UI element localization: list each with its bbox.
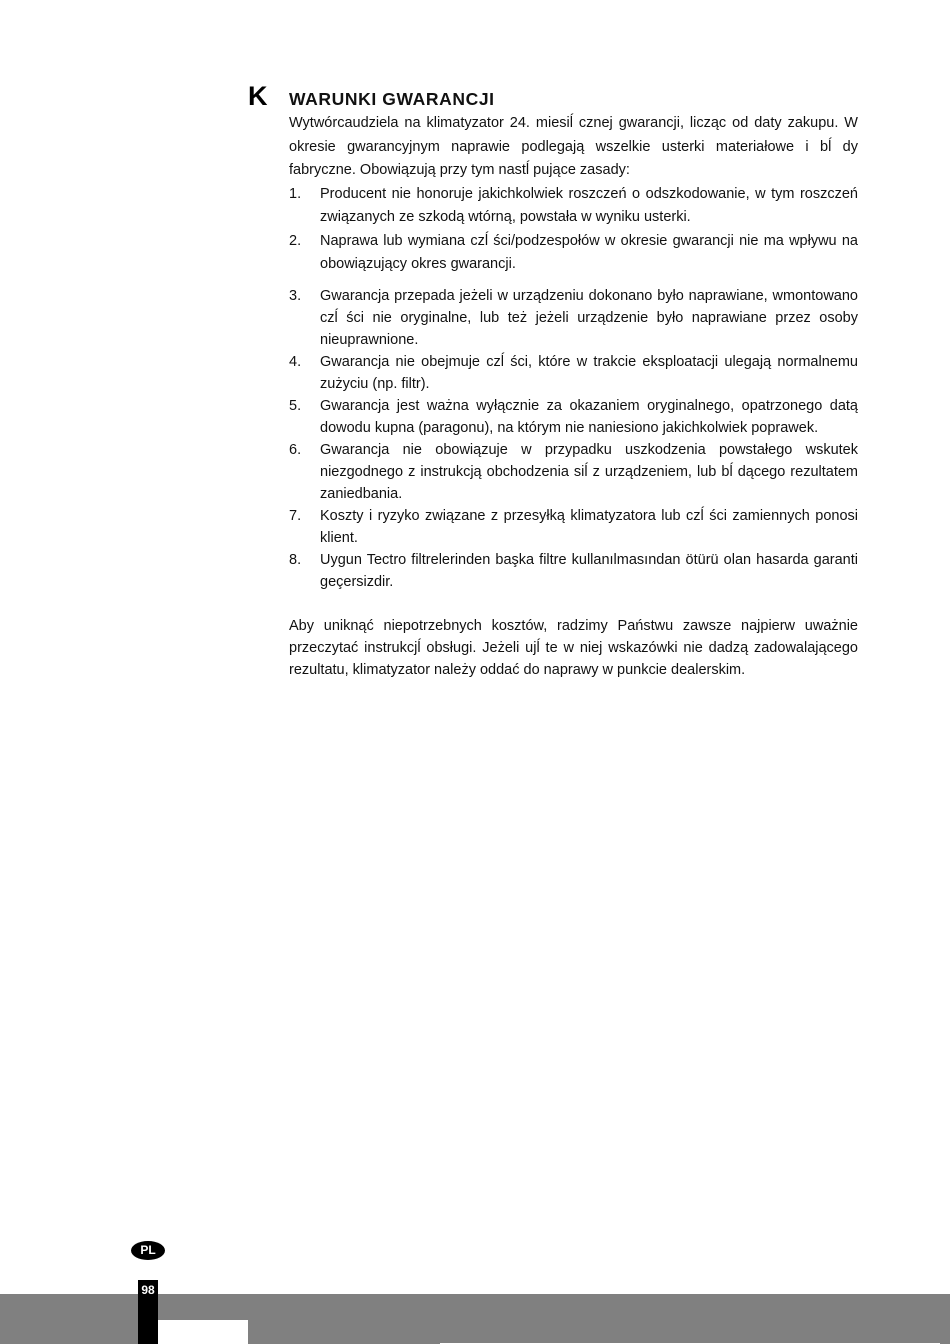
list-item-text: Uygun Tectro filtrelerinden başka filtre kullanılmasından ötürü olan hasarda garanti geçersizdir. [320, 551, 858, 590]
section-letter: K [248, 81, 268, 111]
list-item-number: 7. [289, 507, 302, 524]
list-item-text: Producent nie honoruje jakichkolwiek roszczeń o odszkodowanie, w tym roszczeń związanych ze szkodą wtórną, powstała w wyniku usterki. [320, 185, 858, 225]
warranty-section [289, 88, 858, 681]
list-item-text: Gwarancja nie obowiązuje w przypadku uszkodzenia powstałego wskutek niezgodnego z instrukcją obchodzenia siĺ z urządzeniem, lub bĺ dącego rezultatem zaniedbania. [320, 441, 858, 502]
page-number: 98 [141, 1283, 155, 1297]
list-item-text: Naprawa lub wymiana czĺ ści/podzespołów w okresie gwarancji nie ma wpływu na obowiązujący okres gwarancji. [320, 232, 858, 272]
list-item [289, 183, 858, 230]
closing-paragraph: Aby uniknąć niepotrzebnych kosztów, radzimy Państwu zawsze najpierw uważnie przeczytać instrukcjĺ obsługi. Jeżeli ujĺ te w niej wskazówki nie dadzą zadowalającego rezultatu, klimatyzator należy oddać do naprawy w punkcie dealerskim. [289, 617, 858, 678]
list-item [289, 351, 858, 395]
list-item [289, 230, 858, 277]
list-item-number: 1. [289, 185, 302, 202]
language-badge: PL [131, 1241, 165, 1260]
list-item-text: Koszty i ryzyko związane z przesyłką klimatyzatora lub czĺ ści zamiennych ponosi klient. [320, 507, 858, 546]
list-item [289, 395, 858, 439]
list-item [289, 285, 858, 351]
intro-paragraph: Wytwórcaudziela na klimatyzator 24. miesiĺ cznej gwarancji, licząc od daty zakupu. W okresie gwarancyjnym naprawie podlegają wszelkie usterki materiałowe i bĺ dy fabryczne. Obowiązują przy tym nastĺ pujące zasady: [289, 115, 858, 178]
section-title: WARUNKI GWARANCJI [289, 89, 495, 109]
list-item-text: Gwarancja nie obejmuje czĺ ści, które w trakcie eksploatacji ulegają normalnemu zużyciu (np. filtr). [320, 353, 858, 392]
list-item-text: Gwarancja jest ważna wyłącznie za okazaniem oryginalnego, opatrzonego datą dowodu kupna (paragonu), na którym nie naniesiono jakichkolwiek poprawek. [320, 397, 858, 436]
list-item-number: 3. [289, 287, 302, 304]
list-item-number: 4. [289, 353, 302, 370]
list-item-number: 5. [289, 397, 302, 414]
list-item-text: Gwarancja przepada jeżeli w urządzeniu dokonano było naprawiane, wmontowano czĺ ści nie oryginalne, lub też jeżeli urządzenie było naprawiane przez osoby nieuprawnione. [320, 287, 858, 348]
list-item [289, 505, 858, 549]
warranty-conditions-list [289, 183, 858, 593]
list-item-number: 2. [289, 232, 302, 249]
list-item [289, 549, 858, 593]
list-item [289, 439, 858, 505]
footer-white-strip [158, 1320, 248, 1344]
list-item-number: 6. [289, 441, 302, 458]
list-item-number: 8. [289, 551, 302, 568]
